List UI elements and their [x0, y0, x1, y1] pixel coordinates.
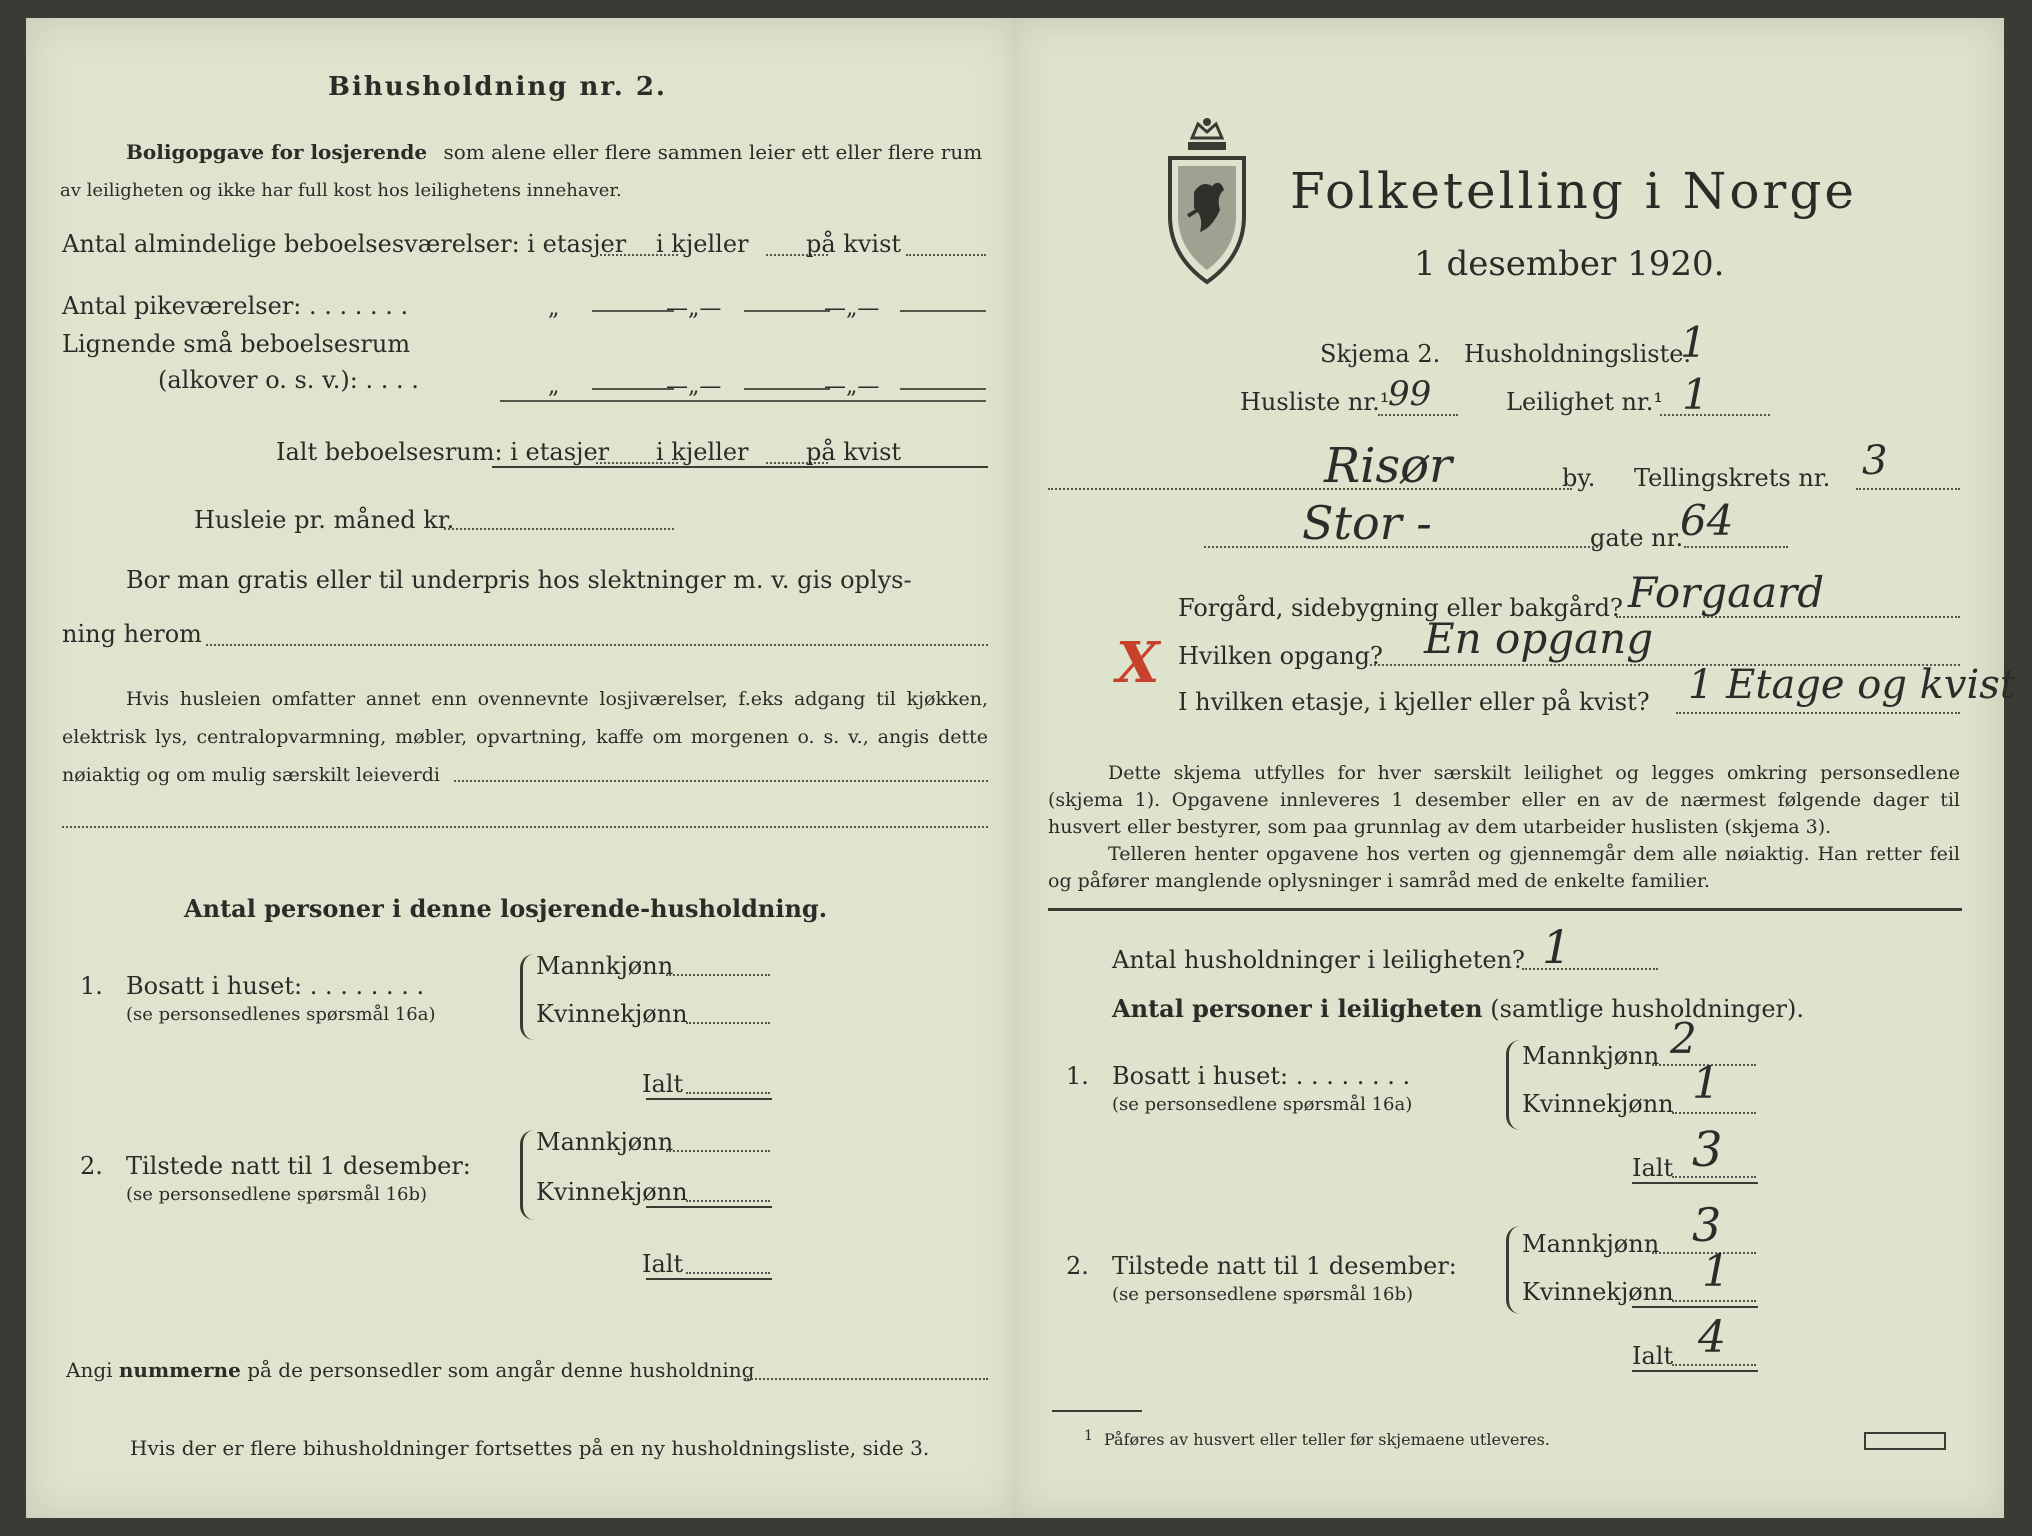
town-line — [1048, 488, 1572, 490]
q2-total-line — [686, 1272, 770, 1274]
small-line-2 — [744, 388, 830, 390]
r-q1-total-line — [1672, 1176, 1756, 1178]
street-number-line — [1684, 546, 1788, 548]
free-line — [206, 644, 988, 646]
numbers-pre: Angi — [66, 1358, 113, 1382]
maid-line-3 — [900, 310, 986, 312]
q1-sub: (se personsedlenes spørsmål 16a) — [126, 1004, 436, 1025]
census-district-label: Tellingskrets nr. — [1634, 464, 1831, 492]
footnote: Påføres av husvert eller teller før skjemaene utleveres. — [1104, 1430, 1550, 1449]
q2-number: 2. — [80, 1152, 103, 1180]
rooms-label: Antal almindelige beboelsesværelser: i etasjer — [62, 230, 627, 258]
r-q1-female-label: Kvinnekjønn — [1522, 1090, 1674, 1118]
footnote-mark: 1 — [1084, 1428, 1093, 1444]
households-line — [1522, 968, 1658, 970]
right-title: Folketelling i Norge — [1290, 162, 1857, 220]
floor-label: I hvilken etasje, i kjeller eller på kvist? — [1178, 688, 1650, 716]
red-check-mark: X — [1116, 630, 1160, 696]
entrance-value: En opgang — [1424, 614, 1654, 663]
total-attic-label: på kvist — [806, 438, 902, 466]
instructions-rule — [1048, 908, 1962, 911]
q1-total-rule — [646, 1098, 772, 1100]
house-list-line — [1378, 414, 1458, 416]
q2-male-label: Mannkjønn — [536, 1128, 674, 1156]
q1-female-line — [686, 1022, 770, 1024]
households-value: 1 — [1542, 920, 1572, 974]
r-q2-brace — [1506, 1226, 1523, 1314]
r-q1-total-label: Ialt — [1632, 1154, 1674, 1182]
intro-bold: Boligopgave for losjerende — [126, 140, 428, 164]
persons-bold: Antal personer i leiligheten — [1112, 994, 1483, 1023]
yard-value: Forgaard — [1628, 568, 1825, 617]
r-q1-sub: (se personsedlene spørsmål 16a) — [1112, 1094, 1413, 1115]
total-rooms-rule — [492, 466, 988, 468]
census-district-value: 3 — [1862, 438, 1888, 484]
persons-title: Antal personer i denne losjerende-husholdning. — [184, 894, 828, 923]
r-q1-total-rule — [1632, 1182, 1758, 1184]
r-q2-male-value: 3 — [1692, 1198, 1722, 1252]
printer-stamp — [1864, 1432, 1946, 1450]
small-ditto-1: „ — [548, 374, 560, 399]
census-district-line — [1856, 488, 1960, 490]
maid-line-1 — [592, 310, 674, 312]
q1-label: Bosatt i huset: . . . . . . . . — [126, 972, 425, 1000]
small-ditto-3: —„— — [824, 374, 880, 399]
r-q2-total-label: Ialt — [1632, 1342, 1674, 1370]
q1-total-line — [686, 1092, 770, 1094]
q2-brace — [520, 1130, 537, 1220]
town-suffix: by. — [1562, 464, 1596, 492]
numbers-bold: nummerne — [118, 1358, 241, 1382]
q1-female-label: Kvinnekjønn — [536, 1000, 688, 1028]
r-q1-male-label: Mannkjønn — [1522, 1042, 1660, 1070]
street-line — [1204, 546, 1598, 548]
floor-value: 1 Etage og kvist — [1688, 662, 2016, 708]
maid-line-2 — [744, 310, 830, 312]
numbers-line-fill — [744, 1378, 988, 1380]
r-q1-female-line — [1672, 1112, 1756, 1114]
r-q1-brace — [1506, 1040, 1523, 1130]
r-q1-total-value: 3 — [1692, 1122, 1723, 1178]
town-value: Risør — [1324, 438, 1452, 494]
household-list-label: Husholdningsliste. — [1464, 340, 1692, 368]
q1-total-label: Ialt — [642, 1070, 684, 1098]
q2-total-label: Ialt — [642, 1250, 684, 1278]
maid-ditto-1: „ — [548, 296, 560, 321]
instructions-1: Dette skjema utfylles for hver særskilt leilighet og legges omkring personsedlene (skjema 1). Opgavene innleveres 1 desember eller en av de nærmest følgende dager til husvert eller bestyrer, som paa grunnlag av dem utarbeider huslisten (skjema 3). — [1048, 762, 1960, 838]
note-line-2 — [62, 826, 988, 828]
r-q2-label: Tilstede natt til 1 desember: — [1112, 1252, 1457, 1280]
instructions-2: Telleren henter opgavene hos verten og gjennemgår dem alle nøiaktig. Han retter feil og påfører manglende oplysninger i samråd med de enkelte familier. — [1048, 843, 1960, 892]
small-line-3 — [900, 388, 986, 390]
r-q2-total-rule — [1632, 1370, 1758, 1372]
floor-line — [1676, 712, 1960, 714]
house-list-value: 99 — [1388, 374, 1432, 414]
rooms-attic-label: på kvist — [806, 230, 902, 258]
rent-line — [444, 528, 674, 530]
q2-male-line — [666, 1150, 770, 1152]
street-label: gate nr. — [1590, 524, 1684, 552]
q1-male-label: Mannkjønn — [536, 952, 674, 980]
maid-ditto-2: —„— — [666, 296, 722, 321]
entrance-label: Hvilken opgang? — [1178, 642, 1383, 670]
small-rooms-label-1: Lignende små beboelsesrum — [62, 330, 411, 358]
numbers-post: på de personsedler som angår denne husholdning — [247, 1358, 755, 1382]
schema-label: Skjema 2. — [1320, 340, 1441, 368]
r-q1-number: 1. — [1066, 1062, 1089, 1090]
rooms-attic-line — [906, 254, 986, 256]
r-q2-number: 2. — [1066, 1252, 1089, 1280]
q1-male-line — [666, 974, 770, 976]
note-line — [454, 780, 988, 782]
persons-heading — [1112, 994, 1804, 1023]
r-q2-female-rule — [1632, 1306, 1758, 1308]
census-date: 1 desember 1920. — [1414, 244, 1725, 284]
left-page — [26, 18, 1018, 1518]
intro-line-2: av leiligheten og ikke har full kost hos leilighetens innehaver. — [60, 180, 622, 201]
r-q2-total-value: 4 — [1698, 1312, 1726, 1363]
apartment-label: Leilighet nr.¹ — [1506, 388, 1664, 416]
note-paragraph: Hvis husleien omfatter annet enn ovennevnte losjiværelser, f.eks adgang til kjøkken, elektrisk lys, centralopvarmning, møbler, opvartning, kaffe om morgenen o. s. v., angis dette nøiaktig og om mulig særskilt leieverdi — [62, 688, 988, 786]
free-line-2: ning herom — [62, 620, 202, 648]
r-q2-female-label: Kvinnekjønn — [1522, 1278, 1674, 1306]
free-line-1: Bor man gratis eller til underpris hos slektninger m. v. gis oplys- — [126, 566, 912, 594]
intro-rest: som alene eller flere sammen leier ett eller flere rum — [443, 140, 983, 164]
r-q2-total-line — [1672, 1364, 1756, 1366]
intro-line-1 — [126, 140, 982, 164]
maid-ditto-3: —„— — [824, 296, 880, 321]
street-value: Stor - — [1302, 496, 1432, 550]
coat-of-arms-icon — [1164, 116, 1250, 286]
q2-sub: (se personsedlene spørsmål 16b) — [126, 1184, 428, 1205]
total-rooms-label: Ialt beboelsesrum: i etasjer — [276, 438, 610, 466]
small-rooms-base-line — [500, 400, 986, 402]
numbers-line — [66, 1358, 754, 1382]
households-label: Antal husholdninger i leiligheten? — [1112, 946, 1525, 974]
continue-note: Hvis der er flere bihusholdninger fortsettes på en ny husholdningsliste, side 3. — [130, 1436, 930, 1460]
r-q2-male-label: Mannkjønn — [1522, 1230, 1660, 1258]
street-number-value: 64 — [1680, 496, 1734, 545]
household-list-value: 1 — [1680, 318, 1707, 367]
small-line-1 — [592, 388, 674, 390]
persons-rest: (samtlige husholdninger). — [1490, 995, 1805, 1023]
r-q1-label: Bosatt i huset: . . . . . . . . — [1112, 1062, 1411, 1090]
apartment-line — [1660, 414, 1770, 416]
rent-label: Husleie pr. måned kr. — [194, 506, 455, 534]
left-title: Bihusholdning nr. 2. — [328, 72, 667, 102]
maid-rooms-label: Antal pikeværelser: . . . . . . . — [62, 292, 409, 320]
r-q1-female-value: 1 — [1692, 1058, 1720, 1109]
q1-number: 1. — [80, 972, 103, 1000]
r-q2-female-value: 1 — [1702, 1246, 1730, 1297]
q2-female-rule — [646, 1206, 772, 1208]
r-q2-sub: (se personsedlene spørsmål 16b) — [1112, 1284, 1414, 1305]
r-q1-male-value: 2 — [1670, 1014, 1697, 1063]
rooms-cellar-label: i kjeller — [656, 230, 749, 258]
yard-label: Forgård, sidebygning eller bakgård? — [1178, 594, 1623, 622]
footnote-rule — [1052, 1410, 1142, 1412]
r-q2-female-line — [1672, 1300, 1756, 1302]
right-page — [1012, 18, 2016, 1518]
q2-female-label: Kvinnekjønn — [536, 1178, 688, 1206]
q2-female-line — [686, 1200, 770, 1202]
small-ditto-2: —„— — [666, 374, 722, 399]
apartment-value: 1 — [1682, 370, 1709, 419]
q2-total-rule — [646, 1278, 772, 1280]
q2-label: Tilstede natt til 1 desember: — [126, 1152, 471, 1180]
small-rooms-label-2: (alkover o. s. v.): . . . . — [158, 366, 419, 394]
yard-line — [1616, 616, 1960, 618]
total-cellar-label: i kjeller — [656, 438, 749, 466]
house-list-label: Husliste nr.¹ — [1240, 388, 1390, 416]
q1-brace — [520, 954, 537, 1040]
